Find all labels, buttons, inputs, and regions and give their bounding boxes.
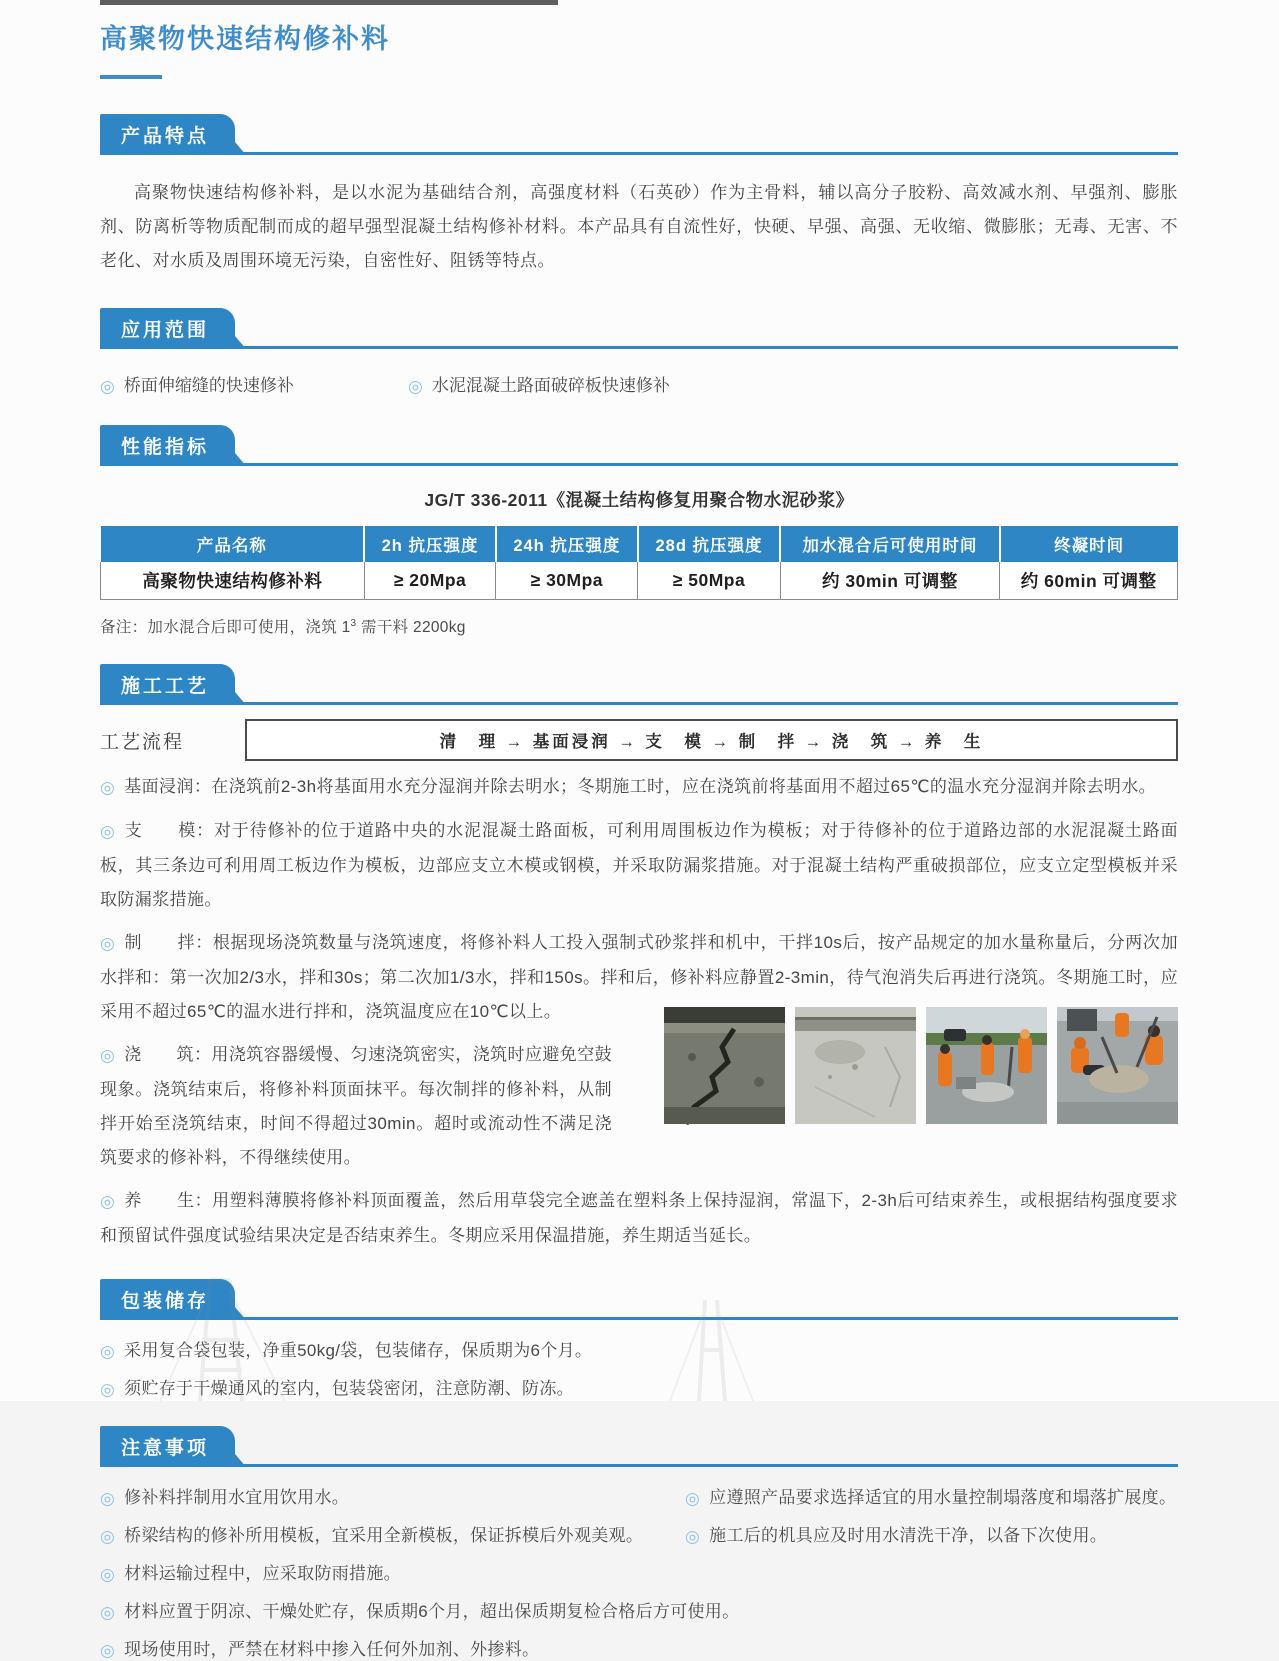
list-item xyxy=(100,1483,685,1509)
table-cell: ≥ 50Mpa xyxy=(638,562,780,600)
column-header: 终凝时间 xyxy=(1000,526,1178,562)
process-step xyxy=(100,1184,1178,1253)
bullet-icon: ◎ xyxy=(100,1342,116,1361)
process-step-text: 制 拌：根据现场浇筑数量与浇筑速度，将修补料人工投入强制式砂浆拌和机中，干拌10s后，按产品规定的加水量称量后，分两次加水拌和：第一次加2/3水，拌和30s；第二次加1/3水，拌和150s。拌和后，修补料应静置2-3min，待气泡消失后再进行浇筑。冬期施工时，应采用不超过65℃的温水进行拌和，浇筑温度应在10℃以上。 xyxy=(100,933,1179,1021)
section-tab-performance: 性能指标 xyxy=(100,425,235,466)
process-step-with-photos xyxy=(100,1029,1178,1175)
table-cell: 约 30min 可调整 xyxy=(780,562,1000,600)
table-header-row xyxy=(101,526,1178,562)
note-item-text: 现场使用时，严禁在材料中掺入任何外加剂、外掺料。 xyxy=(124,1640,540,1659)
note-item-text: 材料运输过程中，应采取防雨措施。 xyxy=(124,1564,401,1583)
table-cell: ≥ 20Mpa xyxy=(364,562,495,600)
application-item-label: 桥面伸缩缝的快速修补 xyxy=(123,376,294,395)
bullet-icon: ◎ xyxy=(100,1046,116,1065)
section-application xyxy=(100,309,1178,397)
packaging-item-text: 采用复合袋包装，净重50kg/袋，包装储存，保质期为6个月。 xyxy=(124,1341,593,1360)
bullet-icon: ◎ xyxy=(100,1565,116,1584)
section-header xyxy=(100,309,1178,349)
section-tab-process: 施工工艺 xyxy=(100,664,235,705)
bullet-icon: ◎ xyxy=(100,822,116,841)
list-item xyxy=(100,1635,1178,1661)
table-cell: 高聚物快速结构修补料 xyxy=(101,562,365,600)
table-cell: 约 60min 可调整 xyxy=(1000,562,1178,600)
standard-reference: JG/T 336-2011《混凝土结构修复用聚合物水泥砂浆》 xyxy=(424,490,854,510)
road-repair-crew-photo xyxy=(926,1007,1047,1124)
bullet-icon: ◎ xyxy=(100,1527,116,1546)
page-title: 高聚物快速结构修补料 xyxy=(100,24,390,54)
bullet-icon: ◎ xyxy=(100,778,116,797)
note-item-text: 应遵照产品要求选择适宜的用水量控制塌落度和塌落扩展度。 xyxy=(709,1488,1177,1507)
column-header: 28d 抗压强度 xyxy=(638,526,780,562)
bullet-icon: ◎ xyxy=(100,1489,116,1508)
title-underline xyxy=(100,75,162,79)
construction-photos xyxy=(664,1007,1178,1124)
process-step-text: 浇 筑：用浇筑容器缓慢、匀速浇筑密实，浇筑时应避免空鼓现象。浇筑结束后，将修补料顶面抹平。每次制拌的修补料，从制拌开始至浇筑结束，时间不得超过30min。超时或流动性不满足浇筑要求的修补料，不得继续使用。 xyxy=(100,1045,613,1167)
section-header xyxy=(100,115,1178,155)
section-header xyxy=(100,426,1178,466)
list-item xyxy=(685,1483,1178,1509)
process-step xyxy=(100,770,1178,805)
note-item-text: 桥梁结构的修补所用模板，宜采用全新模板，保证拆模后外观美观。 xyxy=(124,1526,644,1545)
section-features xyxy=(100,115,1178,278)
list-item xyxy=(100,371,408,397)
column-header: 24h 抗压强度 xyxy=(496,526,638,562)
table-note-text: 需干料 2200kg xyxy=(356,619,466,636)
list-item xyxy=(408,371,670,397)
list-item xyxy=(100,1597,1178,1623)
bridge-pylon-watermark xyxy=(150,1280,290,1401)
section-header xyxy=(100,1427,1178,1467)
section-tab-notes: 注意事项 xyxy=(100,1426,235,1467)
packaging-item-text: 须贮存于干燥通风的室内，包装袋密闭，注意防潮、防冻。 xyxy=(124,1379,574,1398)
bullet-icon: ◎ xyxy=(100,1603,116,1622)
list-item xyxy=(100,1559,1178,1585)
process-step-text: 养 生：用塑料薄膜将修补料顶面覆盖，然后用草袋完全遮盖在塑料条上保持湿润，常温下，2-3h后可结束养生，或根据结构强度要求和预留试件强度试验结果决定是否结束养生。冬期应采用保温措施，养生期适当延长。 xyxy=(100,1191,1178,1245)
bridge-pylon-watermark xyxy=(665,1300,755,1401)
column-header: 加水混合后可使用时间 xyxy=(780,526,1000,562)
table-note-superscript: 3 xyxy=(350,617,357,629)
process-step xyxy=(100,1038,612,1175)
bullet-icon: ◎ xyxy=(100,1641,116,1660)
section-tab-features: 产品特点 xyxy=(100,114,235,155)
bullet-icon: ◎ xyxy=(100,1192,116,1211)
table-cell: ≥ 30Mpa xyxy=(496,562,638,600)
note-item-text: 施工后的机具应及时用水清洗干净，以备下次使用。 xyxy=(709,1526,1108,1545)
flow-label: 工艺流程 xyxy=(100,731,185,753)
section-notes xyxy=(100,1427,1178,1661)
performance-table xyxy=(100,526,1178,600)
process-step xyxy=(100,814,1178,917)
notes-list xyxy=(100,1471,1178,1661)
note-item-text: 修补料拌制用水宜用饮用水。 xyxy=(124,1488,350,1507)
application-list xyxy=(100,371,1178,397)
application-item-label: 水泥混凝土路面破碎板快速修补 xyxy=(431,376,670,395)
table-note-text: 备注：加水混合后即可使用，浇筑 1 xyxy=(100,619,351,636)
note-item-text: 材料应置于阴凉、干燥处贮存，保质期6个月，超出保质期复检合格后方可使用。 xyxy=(124,1602,740,1621)
section-tab-packaging: 包装储存 xyxy=(100,1279,235,1320)
pavement-crack-photo xyxy=(664,1007,785,1124)
section-process xyxy=(100,665,1178,1253)
section-tab-application: 应用范围 xyxy=(100,308,235,349)
column-header: 2h 抗压强度 xyxy=(364,526,495,562)
list-item xyxy=(685,1521,1178,1547)
column-header: 产品名称 xyxy=(101,526,365,562)
process-step-text: 基面浸润：在浇筑前2-3h将基面用水充分湿润并除去明水；冬期施工时，应在浇筑前将基面用不超过65℃的温水充分湿润并除去明水。 xyxy=(124,777,1157,796)
process-flow-row xyxy=(100,719,1178,761)
bullet-icon: ◎ xyxy=(685,1527,701,1546)
flow-steps-box: 清 理 → 基面浸润 → 支 模 → 制 拌 → 浇 筑 → 养 生 xyxy=(245,719,1178,761)
table-row xyxy=(101,562,1178,600)
process-step-text: 支 模：对于待修补的位于道路中央的水泥混凝土路面板，可利用周围板边作为模板；对于待修补的位于道路边部的水泥混凝土路面板，其三条边可利用周工板边作为模板，边部应支立木模或钢模，并采取防漏浆措施。对于混凝土结构严重破损部位，应支立定型模板并采取防漏浆措施。 xyxy=(100,821,1178,909)
table-note xyxy=(100,615,1178,637)
section-performance xyxy=(100,426,1178,637)
list-item xyxy=(100,1521,685,1547)
patch-paving-work-photo xyxy=(1057,1007,1178,1124)
bullet-icon: ◎ xyxy=(100,1380,116,1399)
damaged-slab-surface-photo xyxy=(795,1007,916,1124)
bullet-icon: ◎ xyxy=(685,1489,701,1508)
section-header xyxy=(100,665,1178,705)
bullet-icon: ◎ xyxy=(100,934,116,953)
features-paragraph: 高聚物快速结构修补料，是以水泥为基础结合剂，高强度材料（石英砂）作为主骨料，辅以高分子胶粉、高效减水剂、早强剂、膨胀剂、防离析等物质配制而成的超早强型混凝土结构修补材料。本产品具有自流性好，快硬、早强、高强、无收缩、微膨胀；无毒、无害、不老化、对水质及周围环境无污染，自密性好、阻锈等特点。 xyxy=(100,183,1178,270)
bullet-icon: ◎ xyxy=(408,377,423,396)
bullet-icon: ◎ xyxy=(100,377,115,396)
